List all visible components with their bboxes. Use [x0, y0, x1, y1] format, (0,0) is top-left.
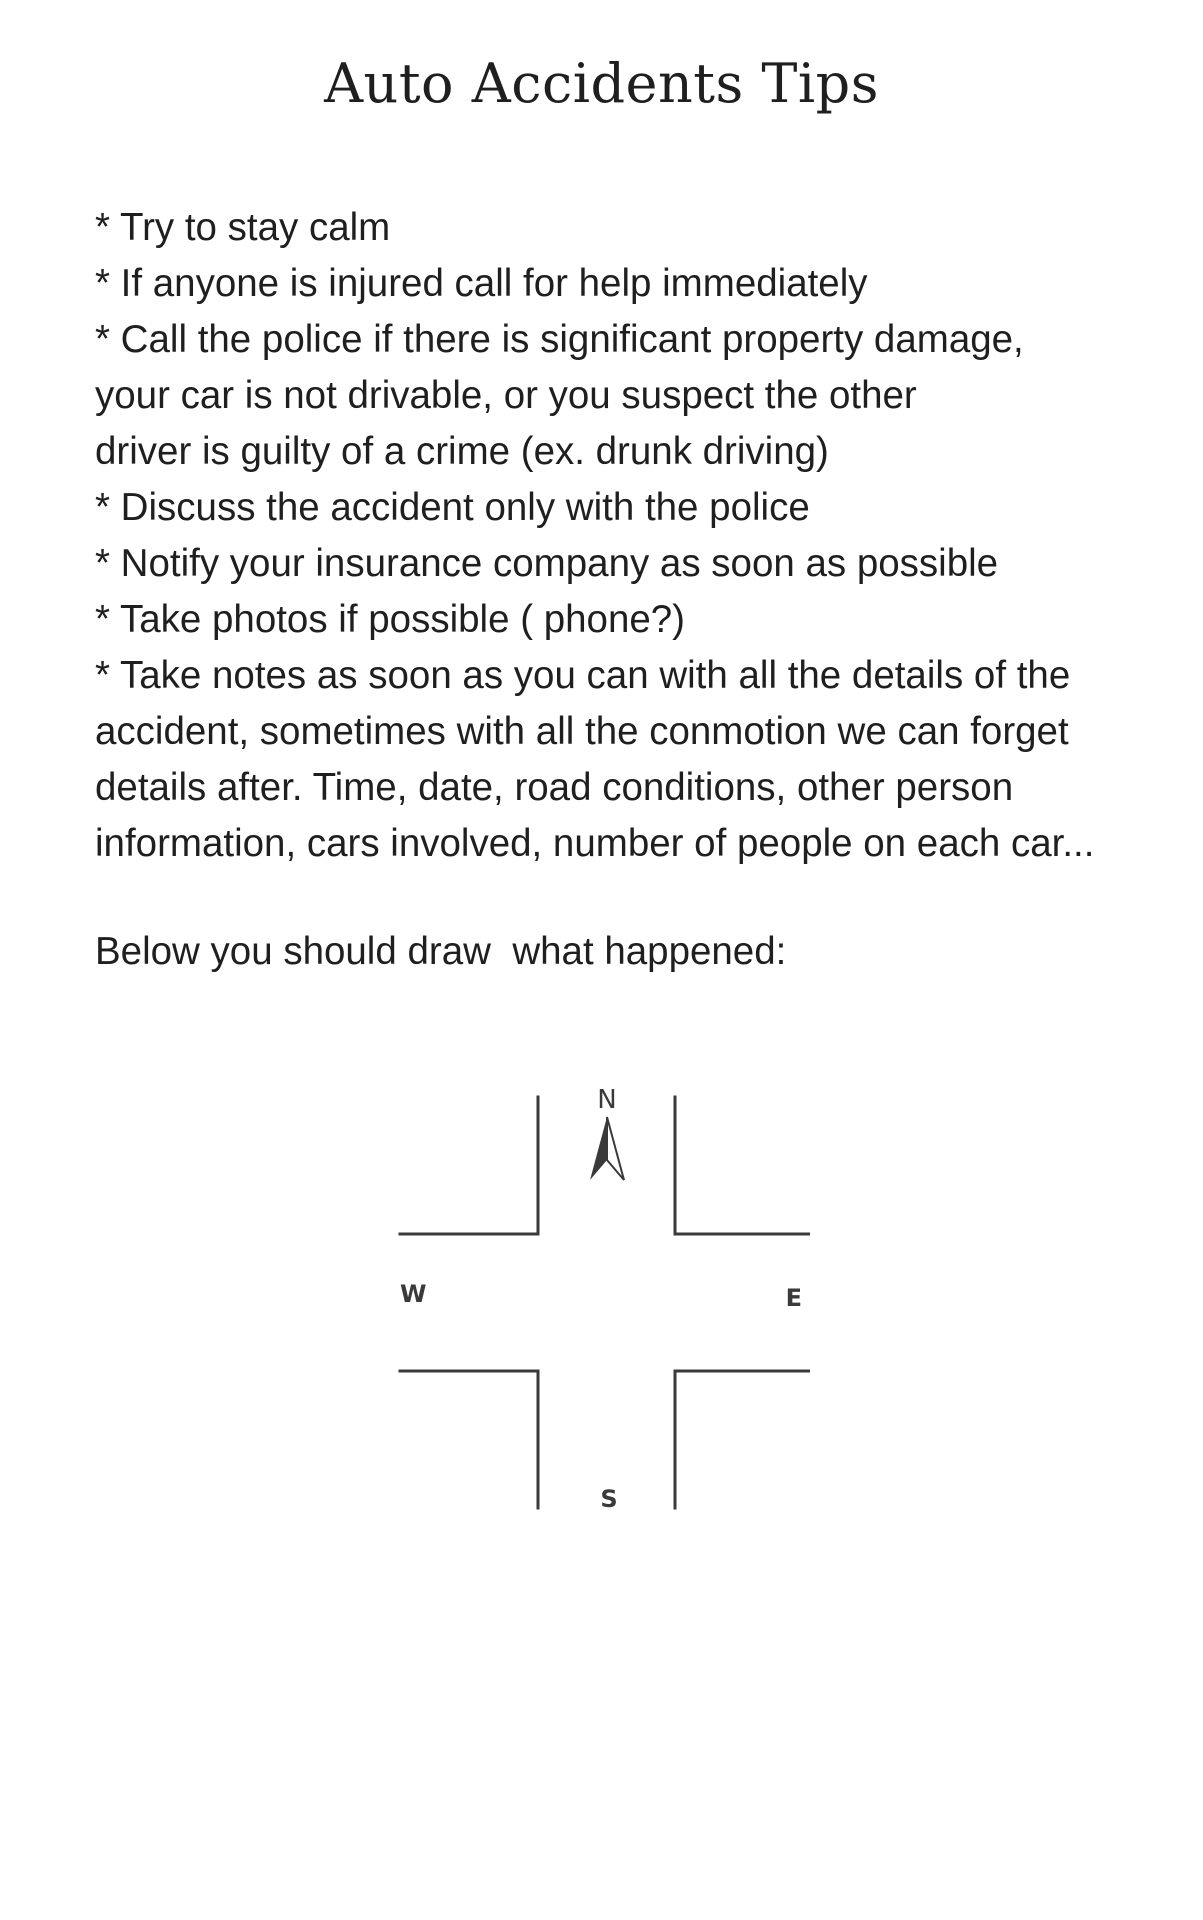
road-corner-se: [675, 1371, 810, 1508]
intersection-svg: [390, 1050, 810, 1510]
tip-line: * Try to stay calm: [95, 206, 391, 249]
compass-east-label: E: [785, 1284, 802, 1312]
tip-line: information, cars involved, number of people on each car...: [95, 822, 1095, 865]
tip-line: * Take photos if possible ( phone?): [95, 598, 686, 641]
tip-line: accident, sometimes with all the conmotion we can forget: [95, 710, 1069, 753]
tip-line: details after. Time, date, road conditions, other person: [95, 766, 1014, 809]
tip-line: driver is guilty of a crime (ex. drunk driving): [95, 430, 829, 473]
tip-line: * Notify your insurance company as soon as possible: [95, 542, 999, 585]
tip-line: * Take notes as soon as you can with all the details of the: [95, 654, 1071, 697]
tips-list: [95, 200, 1175, 872]
compass-south-label: S: [600, 1485, 618, 1510]
north-arrow-icon: [590, 1117, 624, 1180]
intersection-diagram: [390, 1050, 810, 1515]
tip-line: your car is not drivable, or you suspect the other: [95, 374, 917, 417]
road-corner-nw: [400, 1097, 538, 1234]
page-title: Auto Accidents Tips: [324, 52, 879, 115]
tip-line: * If anyone is injured call for help immediately: [95, 262, 868, 305]
compass-north-label: N: [597, 1085, 617, 1115]
tip-line: * Discuss the accident only with the police: [95, 486, 810, 529]
compass-west-label: W: [400, 1280, 427, 1308]
road-corner-ne: [675, 1097, 810, 1234]
road-corner-sw: [400, 1371, 538, 1508]
tip-line: * Call the police if there is significant property damage,: [95, 318, 1024, 361]
drawing-prompt: Below you should draw what happened:: [95, 930, 787, 973]
